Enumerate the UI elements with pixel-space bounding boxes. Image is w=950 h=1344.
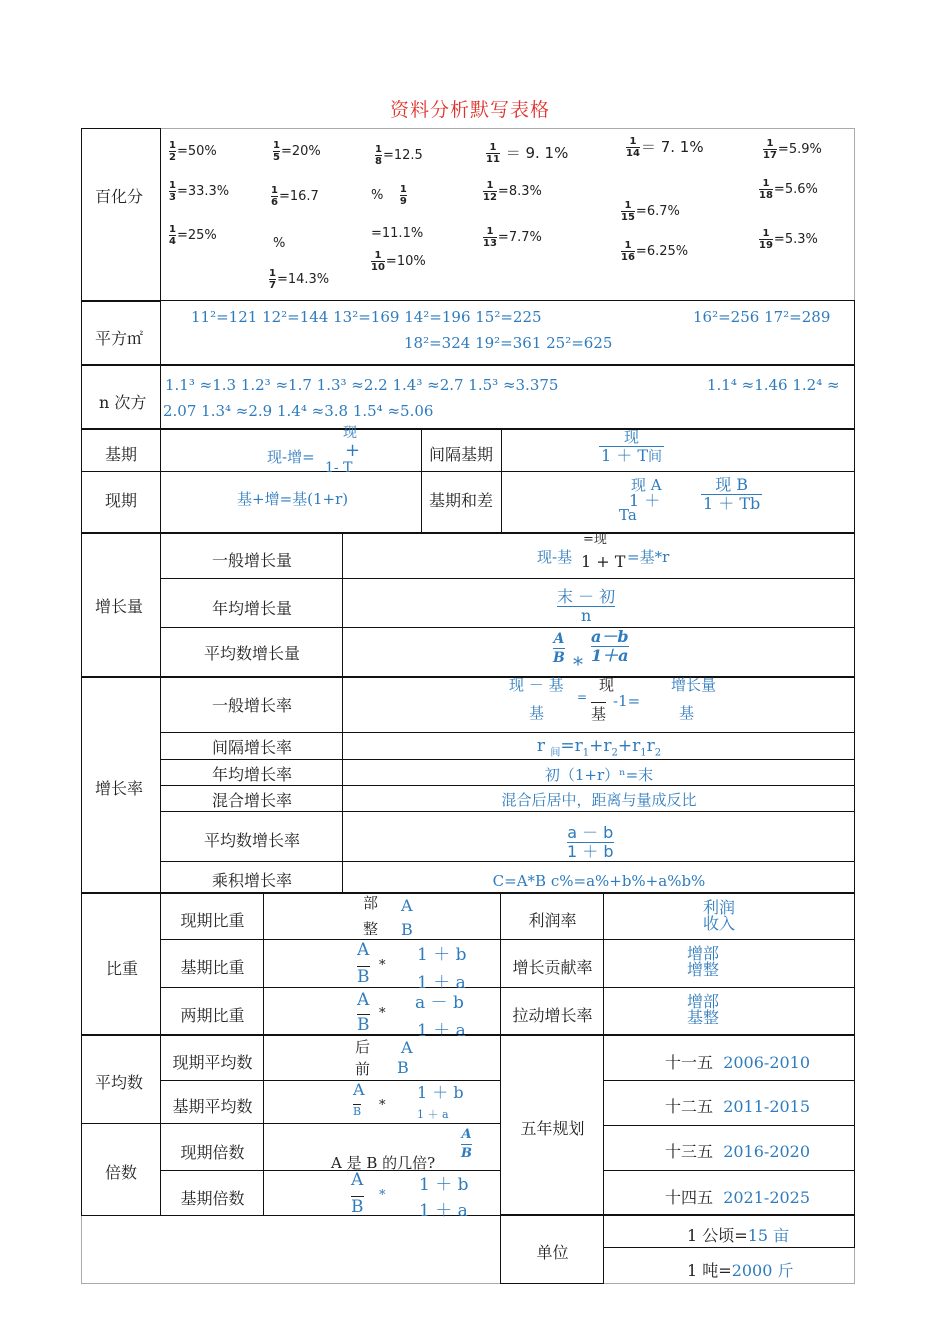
divider	[160, 861, 855, 862]
a1-a: 后	[355, 1038, 371, 1056]
fraction-1-11: $\frac{1}{11}$ ＝ 9. 1%	[486, 142, 569, 165]
r1-g: 增长量	[671, 676, 717, 694]
page-title: 资料分析默写表格	[389, 99, 550, 121]
divider	[81, 471, 855, 472]
divider	[160, 785, 855, 786]
m2-b: B	[351, 1197, 364, 1217]
divider	[501, 428, 502, 534]
s2-star: *	[379, 958, 386, 973]
s2-b: B	[357, 967, 370, 987]
s2-num: 1 ＋ b	[417, 945, 467, 965]
squares-line2: 18²=324 19²=361 25²=625	[404, 334, 613, 352]
plan-13: 十三五 2016-2020	[665, 1142, 811, 1161]
rate-row-mixed: 混合增长率	[211, 791, 292, 810]
interval-base-formula: 现 1 ＋ T间	[601, 428, 663, 465]
share-label: 比重	[106, 959, 139, 978]
g3-a: A B	[553, 631, 565, 666]
average-row-base: 基期平均数	[172, 1097, 253, 1116]
interval-base-label: 间隔基期	[429, 445, 494, 464]
formula-table	[81, 128, 855, 1284]
powers-line1b: 1.1⁴ ≈1.46 1.2⁴ ≈	[707, 376, 840, 394]
s2-den: 1 ＋ a	[417, 973, 466, 993]
diff-a-den: 1 ＋	[629, 491, 661, 510]
plan-11: 十一五 2006-2010	[665, 1053, 811, 1072]
r6-product: C=A*B c%=a%+b%+a%b%	[492, 872, 706, 890]
rate-row-product: 乘积增长率	[211, 871, 292, 890]
fraction-1-4: $\frac{1}{4}$ =25%	[169, 224, 217, 247]
divider	[160, 428, 161, 534]
rate-row-interval: 间隔增长率	[211, 738, 292, 757]
a2-den: 1 ＋ a	[417, 1108, 449, 1121]
fraction-1-7: $\frac{1}{7}$ =14.3%	[269, 268, 330, 291]
growth-row-general: 一般增长量	[211, 551, 292, 570]
growth-row-average: 平均数增长量	[203, 644, 300, 663]
a2-num: 1 ＋ b	[417, 1083, 464, 1102]
share-row-two: 两期比重	[180, 1006, 245, 1025]
profit-rate-label: 利润率	[528, 911, 577, 930]
fraction-1-19: $\frac{1}{19}$ =5.3%	[759, 228, 818, 251]
fraction-1-18: $\frac{1}{18}$ =5.6%	[759, 178, 818, 201]
r1-c: =	[577, 690, 588, 704]
divider	[603, 1170, 855, 1171]
powers-row	[81, 364, 855, 430]
r1-d: 现	[599, 676, 615, 694]
squares-label: 平方㎡	[95, 329, 144, 348]
s3-b: B	[357, 1015, 370, 1035]
fraction-1-17: $\frac{1}{17}$ =5.9%	[763, 138, 822, 161]
fraction-1-9: % $\frac{1}{9}$	[371, 184, 407, 207]
g1-c: 1 + T	[581, 552, 626, 571]
g3-b: a－b 1＋a	[591, 627, 629, 665]
contribution-den: 增整	[687, 960, 720, 979]
s3-num: a － b	[415, 993, 464, 1013]
profit-rate-den: 收入	[703, 914, 736, 933]
current-formula: 基+增=基(1+r)	[237, 490, 349, 508]
s1-a: 部	[363, 894, 379, 912]
m1-fraction: A B	[461, 1127, 472, 1161]
divider	[421, 428, 422, 534]
a2-b: B	[353, 1105, 362, 1118]
a1-b: 前	[355, 1060, 371, 1078]
g2-formula: 末 － 初 n	[557, 587, 616, 625]
multiple-row-base: 基期倍数	[180, 1189, 245, 1208]
powers-line1: 1.1³ ≈1.3 1.2³ ≈1.7 1.3³ ≈2.2 1.4³ ≈2.7 1.5³ ≈3.375	[165, 376, 559, 394]
s3-star: *	[379, 1006, 386, 1021]
diff-b-formula: 现 B 1 ＋ Tb	[703, 475, 761, 513]
fraction-1-2: $\frac{1}{2}$ =50%	[169, 140, 217, 163]
contribution-rate-label: 增长贡献率	[512, 958, 593, 977]
multiple-label: 倍数	[105, 1163, 138, 1182]
share-row-current: 现期比重	[180, 911, 245, 930]
a1-d: B	[397, 1058, 409, 1077]
percent-sign-b: %	[273, 236, 286, 251]
fraction-1-12: $\frac{1}{12}$ =8.3%	[483, 180, 542, 203]
average-row-current: 现期平均数	[172, 1053, 253, 1072]
contribution-num: 增部	[687, 944, 720, 963]
r1-b: 基	[529, 704, 545, 722]
rate-label: 增长率	[95, 779, 144, 798]
fraction-1-5: $\frac{1}{5}$ =20%	[273, 140, 321, 163]
m2-star: *	[379, 1188, 386, 1203]
unit-ton: 1 吨=2000 斤	[687, 1261, 794, 1280]
growth-row-annual: 年均增长量	[211, 599, 292, 618]
current-label: 现期	[105, 491, 138, 510]
base-formula-num: 现	[343, 425, 357, 441]
r3-annual: 初（1+r）ⁿ=末	[544, 766, 654, 784]
s1-b: 整	[363, 920, 379, 938]
fraction-1-3: $\frac{1}{3}$ =33.3%	[169, 180, 230, 203]
profit-rate-num: 利润	[703, 898, 736, 917]
divider	[160, 300, 161, 366]
divider	[603, 1080, 855, 1081]
divider	[603, 1125, 855, 1126]
growth-label: 增长量	[95, 597, 144, 616]
percent-label: 百化分	[95, 187, 144, 206]
s1-d: B	[401, 920, 413, 939]
fraction-1-16: $\frac{1}{16}$ =6.25%	[621, 240, 689, 263]
s3-den: 1 ＋ a	[417, 1021, 466, 1041]
average-label: 平均数	[95, 1073, 144, 1092]
m1-question: A 是 B 的几倍?	[331, 1154, 436, 1172]
base-label: 基期	[105, 445, 138, 464]
r1-h: 基	[679, 704, 695, 722]
base-formula-a: 现-增=	[267, 448, 315, 466]
g1-b: =现	[583, 532, 607, 547]
divider	[160, 364, 161, 430]
diff-a-num: 现 A	[631, 476, 662, 494]
rate-row-annual: 年均增长率	[211, 765, 292, 784]
plan-12: 十二五 2011-2015	[665, 1097, 811, 1116]
divider	[81, 1123, 501, 1124]
plan-14: 十四五 2021-2025	[665, 1188, 811, 1207]
multiple-row-current: 现期倍数	[180, 1143, 245, 1162]
fraction-1-15: $\frac{1}{15}$ =6.7%	[621, 200, 680, 223]
diff-a-sub: Ta	[619, 506, 637, 524]
s1-c: A	[401, 896, 413, 915]
a1-c: A	[401, 1038, 413, 1057]
squares-line1: 11²=121 12²=144 13²=169 14²=196 15²=225	[191, 308, 542, 326]
r5-average: a － b 1 ＋ b	[567, 823, 614, 861]
base-formula-plus: +	[345, 440, 361, 461]
divider	[160, 759, 855, 760]
divider	[160, 732, 855, 733]
r2-interval: r $_间=r_1+r_2+r_1r_2$	[536, 736, 662, 759]
g1-a: 现-基	[537, 548, 573, 566]
divider	[160, 627, 855, 628]
squares-line1b: 16²=256 17²=289	[693, 308, 831, 326]
a2-star: *	[379, 1098, 386, 1113]
r1-f: -1=	[613, 692, 641, 710]
powers-label: n 次方	[99, 393, 147, 412]
base-formula-den: 1- T	[325, 460, 353, 476]
g1-d: =基*r	[627, 548, 670, 566]
r1-e: 基	[591, 702, 606, 724]
unit-hectare: 1 公顷=15 亩	[687, 1226, 790, 1245]
g3-star: *	[573, 652, 583, 676]
pull-num: 增部	[687, 992, 720, 1011]
fraction-1-13: $\frac{1}{13}$ =7.7%	[483, 226, 542, 249]
a2-a: A	[353, 1080, 365, 1099]
m2-den: 1 ＋ a	[419, 1201, 468, 1221]
divider	[160, 811, 855, 812]
r4-mixed: 混合后居中，距离与量成反比	[501, 791, 697, 809]
m2-num: 1 ＋ b	[419, 1175, 469, 1195]
rate-row-general: 一般增长率	[211, 696, 292, 715]
fraction-1-14: $\frac{1}{14}$ ＝ 7. 1%	[626, 136, 704, 159]
fraction-1-10: $\frac{1}{10}$ =10%	[371, 250, 426, 273]
divider	[160, 987, 855, 988]
divider	[160, 578, 855, 579]
five-year-plan-label: 五年规划	[520, 1119, 585, 1138]
percent-label-cell	[81, 128, 161, 302]
base-diff-label: 基期和差	[429, 491, 494, 510]
pull-rate-label: 拉动增长率	[512, 1006, 593, 1025]
divider	[160, 939, 855, 940]
m2-a: A	[351, 1170, 364, 1190]
powers-line2: 2.07 1.3⁴ ≈2.9 1.4⁴ ≈3.8 1.5⁴ ≈5.06	[163, 402, 434, 420]
units-label: 单位	[536, 1243, 569, 1262]
ninth-value: =11.1%	[371, 226, 424, 241]
s3-a: A	[357, 990, 370, 1010]
pull-den: 基整	[687, 1008, 720, 1027]
share-row-base: 基期比重	[180, 958, 245, 977]
fraction-1-6: $\frac{1}{6}$ =16.7	[271, 185, 319, 208]
s2-a: A	[357, 940, 370, 960]
rate-row-average: 平均数增长率	[203, 831, 300, 850]
fraction-1-8: $\frac{1}{8}$ =12.5	[375, 144, 423, 167]
r1-a: 现 － 基	[509, 676, 564, 694]
